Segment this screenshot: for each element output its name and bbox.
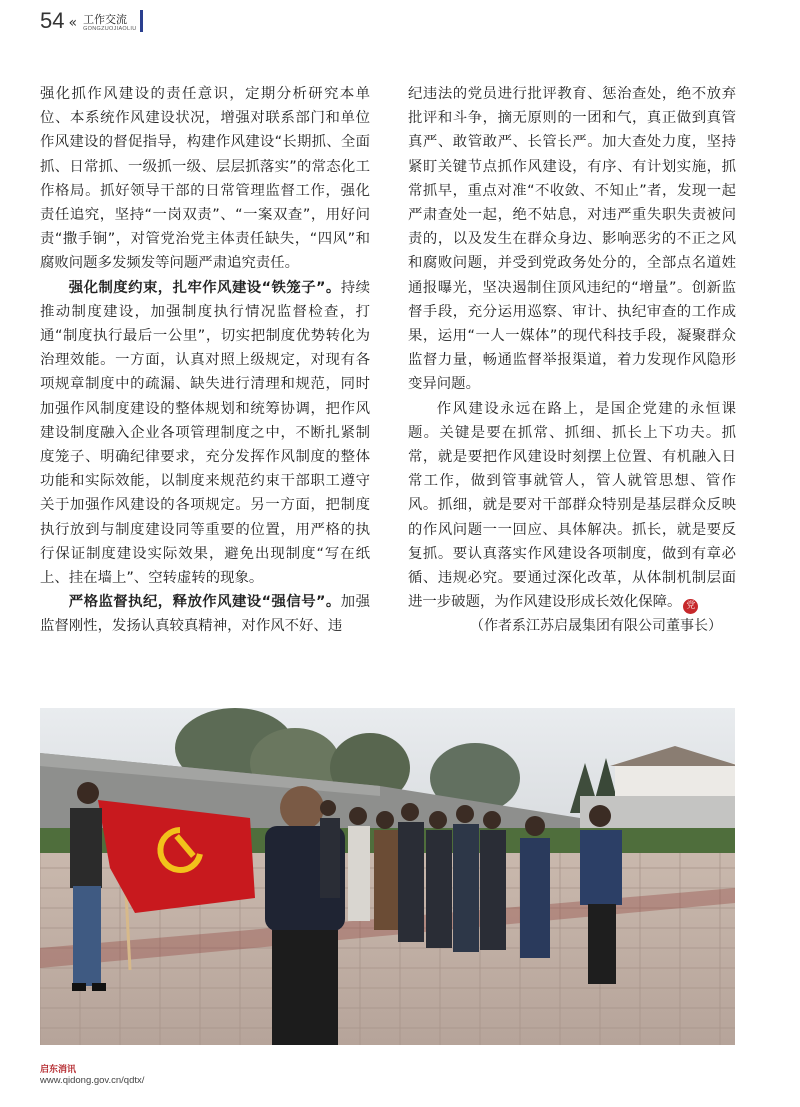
section-bar <box>140 10 143 32</box>
page-footer <box>40 1066 144 1086</box>
paragraph-body: 持续推动制度建设，加强制度执行情况监督检查，打通“制度执行最后一公里”，切实把制度优势转化为治理效能。一方面，认真对照上级规定，对现有各项规章制度中的疏漏、缺失进行清理和规范，同时加强作风制度建设的整体规划和统筹协调，把作风建设制度融入企业各项管理制度之中，不断扎紧制度笼子、明确纪律要求，充分发挥作风制度的整体功能和实际效能，以制度来规范约束干部职工遵守关于加强作风建设的各项规定。另一方面，把制度执行放到与制度建设同等重要的位置，用严格的执行保证制度建设实际效果，避免出现制度“写在纸上、挂在墙上”、空转虚转的现象。 <box>40 279 370 587</box>
paragraph-body: 加强监督刚性，发扬认真较真精神，对作风不好、违 <box>40 594 370 635</box>
paragraph: 纪违法的党员进行批评教育、惩治查处，绝不放弃批评和斗争，摘无原则的一团和气，真正做到真管真严、敢管敢严、长管长严。加大查处力度，坚持紧盯关键节点抓作风建设，有序、有计划实施，抓常抓早，重点对准“不收敛、不知止”者，发现一起严肃查处一起，绝不姑息，对违严重失职失责被问责的，以及发生在群众身边、影响恶劣的不正之风和腐败问题，并受到党政务处分的，全部点名道姓通报曝光，坚决遏制住顶风违纪的“增量”。创新监督手段，充分运用巡察、审计、执纪审查的工作成果，运用“一人一媒体”的现代科技手段，凝聚群众监督力量，畅通监督举报渠道，着力发现作风隐形变异问题。 <box>408 86 736 393</box>
section-title: 工作交流 <box>83 12 128 26</box>
section-pinyin: GONGZUOJIAOLIU <box>83 25 137 32</box>
paragraph-body: 作风建设永远在路上，是国企党建的永恒课题。关键是要在抓常、抓细、抓长上下功夫。抓常，就是要把作风建设时刻摆上位置、有机融入日常工作，做到管事就管人，管人就管思想、管作风。抓细，就是要对干部群众特别是基层群众反映的作风问题一一回应、具体解决。抓长，就是要反复抓。要认真落实作风建设各项制度，做到有章必循、违规必究。要通过深化改革，从体制机制层面进一步破题，为作风建设形成长效化保障。 <box>408 400 736 611</box>
article-column-left <box>40 82 370 639</box>
paragraph <box>40 276 370 591</box>
oath-ceremony-photo <box>40 708 735 1045</box>
publication-name: 启东消讯 <box>40 1065 77 1075</box>
article-column-right <box>408 82 736 639</box>
paragraph-heading: 严格监督执纪，释放作风建设“强信号”。 <box>68 594 341 611</box>
section-label <box>83 14 136 33</box>
page-header <box>40 6 143 32</box>
paragraph: 强化抓作风建设的责任意识，定期分析研究本单位、本系统作风建设状况，增强对联系部门和单位作风建设的督促指导，构建作风建设“长期抓、全面抓、日常抓、一级抓一级、层层抓落实”的常态化工作格局。抓好领导干部的日常管理监督工作，强化责任追究，坚持“一岗双责”、“一案双查”，用好问责“撒手锏”，对管党治党主体责任缺失，“四风”和腐败问题多发频发等问题严肃追究责任。 <box>40 86 370 272</box>
paragraph <box>40 590 370 638</box>
article-photo <box>40 708 735 1045</box>
publication-url: www.qidong.gov.cn/qdtx/ <box>40 1074 145 1086</box>
page-number: 54 <box>40 8 65 33</box>
paragraph-heading: 强化制度约束，扎牢作风建设“铁笼子”。 <box>68 279 341 296</box>
author-note: （作者系江苏启晟集团有限公司董事长） <box>470 618 722 635</box>
double-chevron-icon: « <box>68 15 78 31</box>
paragraph <box>408 397 736 615</box>
end-mark-icon: 党 <box>683 599 698 614</box>
